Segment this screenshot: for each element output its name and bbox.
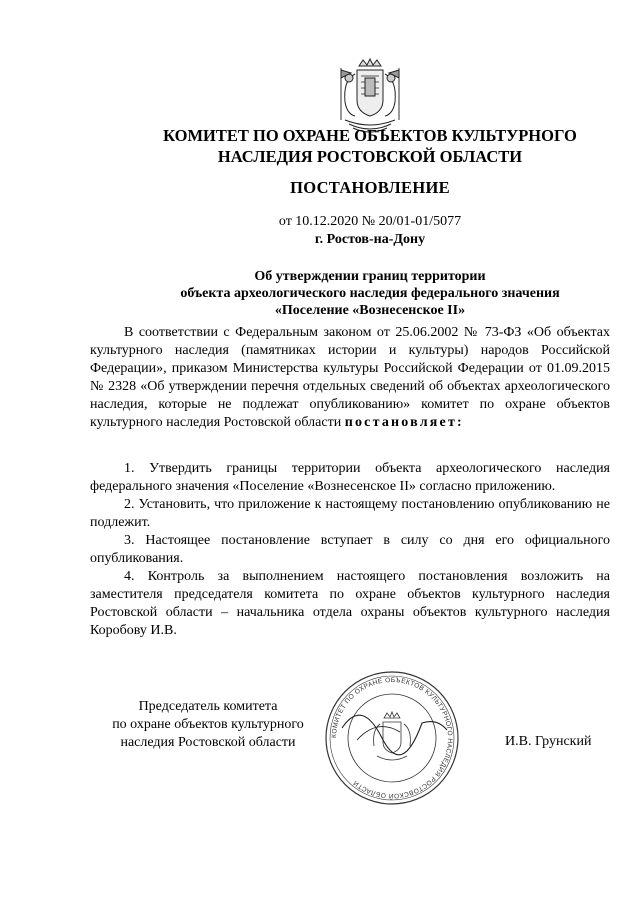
decree-item-1: 1. Утвердить границы территории объекта археологического наследия федерального значения «Поселение «Вознесенское II» согласно приложению. [90, 461, 610, 494]
svg-text:КОМИТЕТ ПО ОХРАНЕ ОБЪЕКТОВ КУЛ [331, 677, 453, 801]
decree-items [90, 460, 610, 640]
decree-item-4: 4. Контроль за выполнением настоящего постановления возложить на заместителя председателя комитета по охране объектов культурного наследия Ростовской области – начальника отдела охраны объектов культурного наследия Коробову И.В. [90, 569, 610, 638]
position-line2: по охране объектов культурного [112, 717, 304, 732]
preamble [90, 324, 610, 432]
seal-text: КОМИТЕТ ПО ОХРАНЕ ОБЪЕКТОВ КУЛЬТУРНОГО НАСЛЕДИЯ РОСТОВСКОЙ ОБЛАСТИ [330, 676, 454, 800]
date-and-number: от 10.12.2020 № 20/01-01/5077 [278, 214, 462, 229]
document-title [100, 268, 640, 319]
document-type: ПОСТАНОВЛЕНИЕ [290, 178, 450, 197]
decree-word: постановляет: [344, 415, 464, 430]
preamble-text: В соответствии с Федеральным законом от 25.06.2002 № 73-ФЗ «Об объектах культурного наследия (памятниках истории и культуры) народов Российской Федерации», приказом Министерства культуры Российской Федерации от 01.09.2015 № 2328 «Об утверждении перечня отдельных сведений об объектах археологического наследия, которые не подлежат опубликованию» комитет по охране объектов культурного наследия Ростовской области [90, 325, 610, 430]
position-line3: наследия Ростовской области [120, 735, 296, 750]
title-line1: Об утверждении границ территории [254, 269, 486, 284]
organization-name-line2: НАСЛЕДИЯ РОСТОВСКОЙ ОБЛАСТИ [217, 147, 523, 166]
preamble-paragraph [90, 324, 610, 432]
title-line2: объекта археологического наследия федерального значения [180, 286, 560, 301]
organization-name-line1: КОМИТЕТ ПО ОХРАНЕ ОБЪЕКТОВ КУЛЬТУРНОГО [163, 126, 577, 145]
decree-item-3: 3. Настоящее постановление вступает в силу со дня его официального опубликования. [90, 533, 610, 566]
signatory-position [88, 698, 328, 752]
city: г. Ростов-на-Дону [314, 232, 426, 247]
organization-name [110, 125, 630, 167]
decree-item-2: 2. Установить, что приложение к настоящему постановлению опубликованию не подлежит. [90, 497, 610, 530]
position-line1: Председатель комитета [138, 699, 278, 714]
official-seal [322, 668, 462, 808]
signatory-name: И.В. Грунский [505, 734, 592, 749]
title-line3: «Поселение «Вознесенское II» [274, 303, 466, 318]
